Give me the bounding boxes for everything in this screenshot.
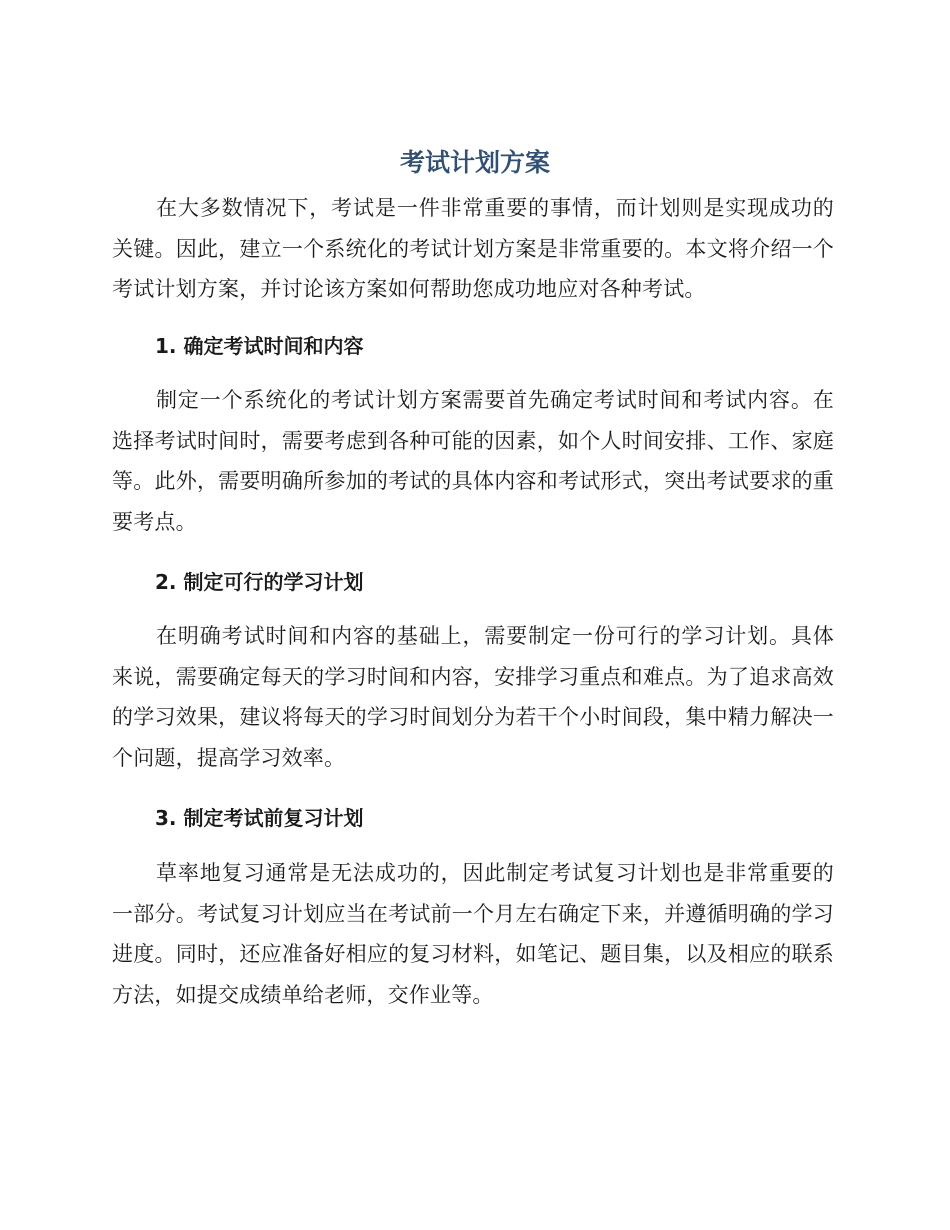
- section-paragraph-3: 草率地复习通常是无法成功的，因此制定考试复习计划也是非常重要的一部分。考试复习计划应当在考试前一个月左右确定下来，并遵循明确的学习进度。同时，还应准备好相应的复习材料，如笔记、题目集，以及相应的联系方法，如提交成绩单给老师，交作业等。: [112, 861, 834, 1007]
- intro-paragraph: 在大多数情况下，考试是一件非常重要的事情，而计划则是实现成功的关键。因此，建立一个系统化的考试计划方案是非常重要的。本文将介绍一个考试计划方案，并讨论该方案如何帮助您成功地应对各种考试。: [112, 196, 834, 301]
- section-paragraph-1: 制定一个系统化的考试计划方案需要首先确定考试时间和考试内容。在选择考试时间时，需要考虑到各种可能的因素，如个人时间安排、工作、家庭等。此外，需要明确所参加的考试的具体内容和考试形式，突出考试要求的重要考点。: [112, 388, 834, 534]
- section-heading-1: 1. 确定考试时间和内容: [155, 334, 364, 358]
- section-heading-3: 3. 制定考试前复习计划: [155, 806, 364, 830]
- document-title: 考试计划方案: [399, 148, 550, 177]
- section-paragraph-2: 在明确考试时间和内容的基础上，需要制定一份可行的学习计划。具体来说，需要确定每天的学习时间和内容，安排学习重点和难点。为了追求高效的学习效果，建议将每天的学习时间划分为若干个小时间段，集中精力解决一个问题，提高学习效率。: [112, 624, 834, 770]
- section-heading-2: 2. 制定可行的学习计划: [155, 570, 364, 594]
